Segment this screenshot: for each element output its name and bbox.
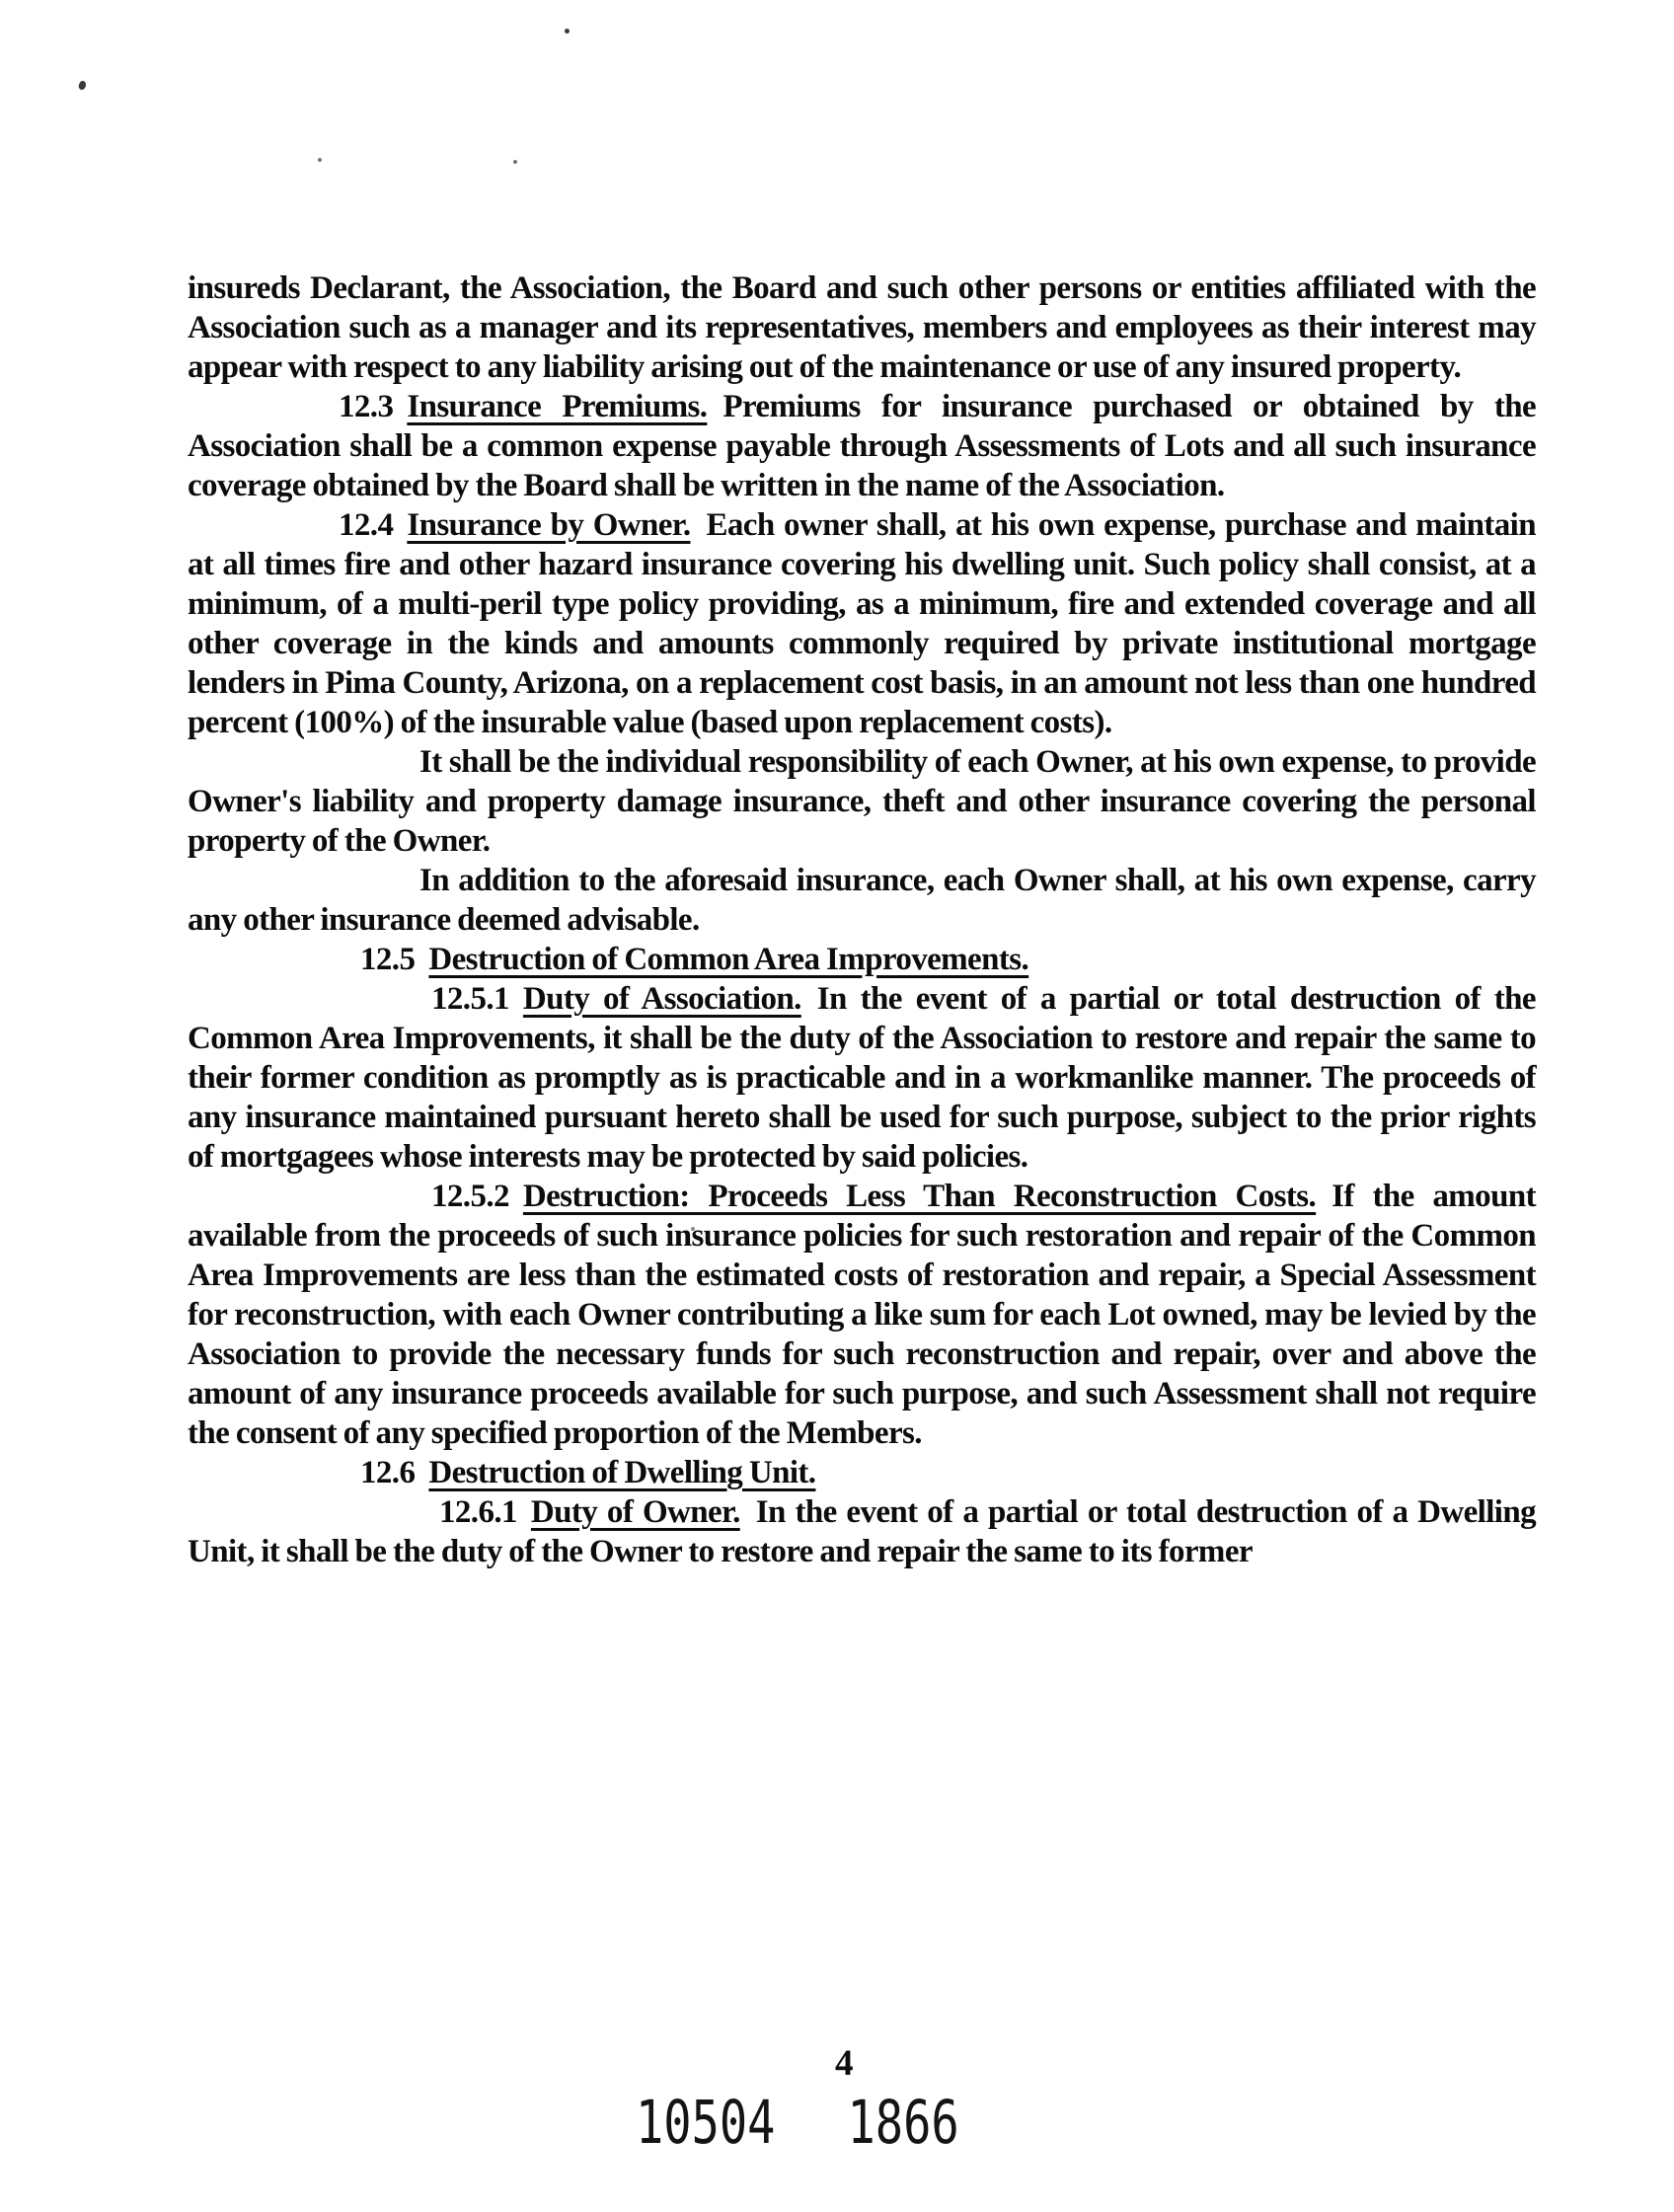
section-12-6-1 [188,1492,1536,1571]
paragraph-additional-insurance [188,861,1536,940]
section-text: If the amount available from the proceeds of such insurance policies for such restoration and repair of the Common Area Improvements are less than the estimated costs of restoration and repair, a Special Assessment for reconstruction, with each Owner contributing a like sum for each Lot owned, may be levied by the Association to provide the necessary funds for such reconstruction and repair, over and above the amount of any insurance proceeds available for such purpose, and such Assessment shall not require the consent of any specified proportion of the Members. [188,1179,1536,1451]
scan-speck [318,158,322,162]
section-number: 12.4 [339,507,394,543]
section-number: 12.3 [339,389,394,424]
section-12-5-1 [188,979,1536,1177]
section-number: 12.5 [360,942,416,977]
section-text: In the event of a partial or total destruction of a Dwelling Unit, it shall be the duty of the Owner to restore and repair the same to its former [188,1494,1536,1569]
section-title: Duty of Association. [522,981,801,1017]
section-text: Premiums for insurance purchased or obtained by the Association shall be a common expense payable through Assessments of Lots and all such insurance coverage obtained by the Board shall be written in the name of the Association. [188,389,1537,503]
section-12-5-2 [188,1177,1536,1453]
paragraph-text: In addition to the aforesaid insurance, each Owner shall, at his own expense, carry any other insurance deemed advisable. [188,863,1536,938]
stamp-page-number: 1866 [847,2088,959,2159]
paragraph-text: It shall be the individual responsibility of each Owner, at his own expense, to provide Owner's liability and property damage insurance, theft and other insurance covering the personal property of the Owner. [188,744,1536,859]
scan-speck [513,160,517,164]
section-number: 12.6.1 [439,1494,517,1530]
section-12-6-heading [188,1453,1536,1492]
stamp-docket-number: 10504 [636,2088,776,2159]
section-title: Destruction of Common Area Improvements. [428,942,1029,977]
document-body [188,268,1536,1571]
section-title: Insurance Premiums. [407,389,708,424]
section-title: Duty of Owner. [530,1494,740,1530]
section-title: Destruction of Dwelling Unit. [428,1455,816,1490]
paragraph-continuation [188,268,1536,387]
section-12-4 [188,505,1536,742]
scan-speck [565,29,570,34]
paragraph-owner-responsibility [188,742,1536,861]
section-12-3 [188,387,1536,505]
section-text: Each owner shall, at his own expense, purchase and maintain at all times fire and other hazard insurance covering his dwelling unit. Such policy shall consist, at a minimum, of a multi-peril type policy providing, as a minimum, fire and extended coverage and all other coverage in the kinds and amounts commonly required by private institutional mortgage lenders in Pima County, Arizona, on a replacement cost basis, in an amount not less than one hundred percent (100%) of the insurable value (based upon replacement costs). [188,507,1536,740]
section-title: Destruction: Proceeds Less Than Reconstruction Costs. [522,1179,1317,1214]
recorder-stamp [636,2088,959,2159]
section-number: 12.6 [360,1455,416,1490]
section-12-5-heading [188,940,1536,979]
section-title: Insurance by Owner. [407,507,691,543]
section-number: 12.5.2 [431,1179,509,1214]
paragraph-text: insureds Declarant, the Association, the Board and such other persons or entities affiliated with the Association such as a manager and its representatives, members and employees as their interest may appear with respect to any liability arising out of the maintenance or use of any insured property. [188,270,1536,385]
section-text: In the event of a partial or total destruction of the Common Area Improvements, it shall be the duty of the Association to restore and repair the same to their former condition as promptly as is practicable and in a workmanlike manner. The proceeds of any insurance maintained pursuant hereto shall be used for such purpose, subject to the prior rights of mortgagees whose interests may be protected by said policies. [188,981,1536,1175]
scan-speck [77,80,87,91]
section-number: 12.5.1 [431,981,509,1017]
page-number: 4 [835,2043,854,2084]
